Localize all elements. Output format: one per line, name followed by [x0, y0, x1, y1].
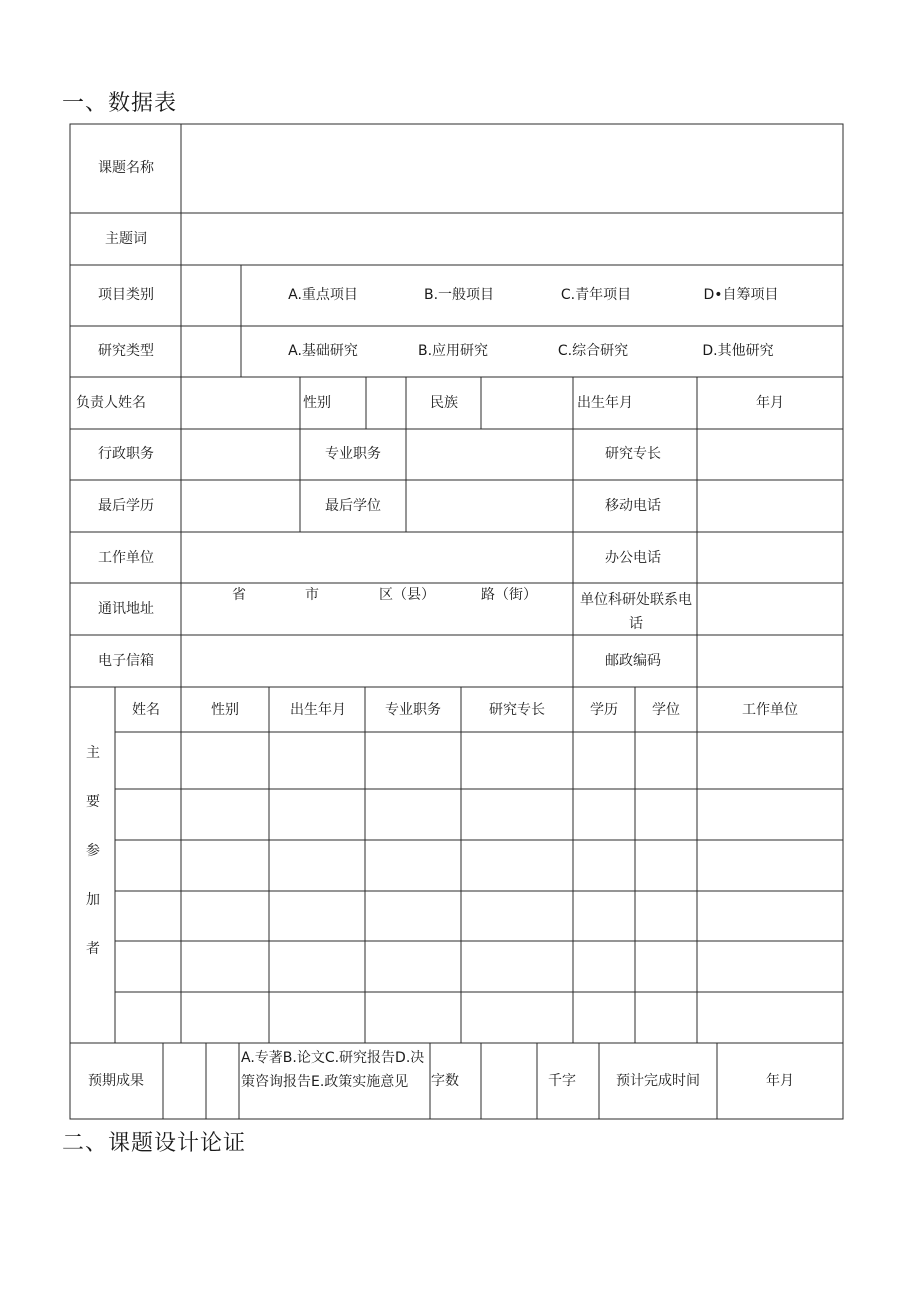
label-project-category: 项目类别 [98, 287, 154, 303]
label-expected-completion: 预计完成时间 [616, 1073, 700, 1089]
section-title-data-table: 一、数据表 [62, 91, 178, 116]
participants-side-label-5: 者 [86, 941, 100, 957]
research-office-phone-field[interactable] [700, 588, 840, 632]
option-self-funded-project[interactable]: D•自筹项目 [703, 287, 779, 303]
label-thousand-chars: 千字 [548, 1073, 576, 1089]
address-district[interactable]: 区（县） [379, 587, 435, 603]
option-basic-research[interactable]: A.基础研究 [288, 343, 358, 359]
column-header-specialty: 研究专长 [489, 702, 545, 718]
participants-side-label-4: 加 [86, 892, 100, 908]
label-research-office-phone: 单位科研处联系电话 [580, 592, 692, 632]
research-type-choice-field[interactable] [184, 330, 238, 374]
column-header-work-unit: 工作单位 [742, 702, 798, 718]
participant-row[interactable] [116, 790, 842, 840]
option-other-research[interactable]: D.其他研究 [702, 343, 774, 359]
column-header-professional-title: 专业职务 [385, 702, 441, 718]
research-specialty-field[interactable] [700, 433, 840, 477]
column-header-education: 学历 [590, 702, 618, 718]
participants-side-label-3: 参 [86, 843, 100, 859]
label-birth-date: 出生年月 [577, 395, 633, 411]
column-header-gender: 性别 [211, 702, 239, 718]
work-unit-field[interactable] [184, 536, 570, 580]
address-road[interactable]: 路（街） [481, 587, 537, 603]
word-count-field[interactable] [484, 1047, 534, 1115]
participant-row[interactable] [116, 841, 842, 891]
project-category-choice-field[interactable] [184, 270, 238, 322]
label-word-count: 字数 [431, 1073, 459, 1089]
participant-row[interactable] [116, 993, 842, 1043]
participants-side-label-1: 主 [86, 745, 100, 761]
keywords-field[interactable] [184, 217, 839, 261]
label-email: 电子信箱 [98, 653, 154, 669]
birth-date-unit[interactable]: 年月 [756, 395, 784, 411]
expected-completion-unit[interactable]: 年月 [766, 1073, 794, 1089]
label-ethnicity: 民族 [430, 395, 458, 411]
label-keywords: 主题词 [105, 231, 147, 247]
professional-title-field[interactable] [409, 433, 569, 477]
label-last-education: 最后学历 [98, 498, 154, 514]
label-postal-code: 邮政编码 [605, 653, 661, 669]
label-research-specialty: 研究专长 [605, 446, 661, 462]
option-comprehensive-research[interactable]: C.综合研究 [557, 343, 629, 359]
postal-code-field[interactable] [700, 639, 840, 683]
label-research-type: 研究类型 [98, 343, 154, 359]
label-office-phone: 办公电话 [605, 550, 661, 566]
label-topic-name: 课题名称 [98, 160, 154, 176]
label-mobile-phone: 移动电话 [605, 498, 661, 514]
last-education-field[interactable] [184, 484, 296, 528]
office-phone-field[interactable] [700, 536, 840, 580]
admin-title-field[interactable] [184, 433, 296, 477]
label-last-degree: 最后学位 [325, 498, 381, 514]
ethnicity-field[interactable] [484, 381, 570, 425]
outcome-choice-field[interactable] [166, 1047, 203, 1115]
option-general-project[interactable]: B.一般项目 [423, 287, 495, 303]
section-title-design-argument: 二、课题设计论证 [62, 1131, 247, 1156]
option-applied-research[interactable]: B.应用研究 [417, 343, 489, 359]
label-professional-title: 专业职务 [325, 446, 381, 462]
label-gender: 性别 [303, 395, 331, 411]
column-header-birth: 出生年月 [290, 702, 346, 718]
label-admin-title: 行政职务 [98, 446, 154, 462]
label-work-unit: 工作单位 [98, 550, 154, 566]
participants-side-label-2: 要 [86, 794, 100, 810]
participant-row[interactable] [116, 733, 842, 789]
participant-row[interactable] [116, 892, 842, 941]
leader-name-field[interactable] [184, 381, 296, 425]
participant-row[interactable] [116, 942, 842, 992]
option-youth-project[interactable]: C.青年项目 [560, 287, 632, 303]
mobile-phone-field[interactable] [700, 484, 840, 528]
topic-name-field[interactable] [184, 130, 839, 210]
option-key-project[interactable]: A.重点项目 [288, 287, 358, 303]
address-province[interactable]: 省 [232, 587, 246, 603]
label-address: 通讯地址 [98, 601, 154, 617]
address-city[interactable]: 市 [305, 587, 319, 603]
last-degree-field[interactable] [409, 484, 569, 528]
label-leader-name: 负责人姓名 [76, 395, 146, 411]
gender-field[interactable] [369, 381, 403, 425]
email-field[interactable] [184, 639, 570, 683]
outcome-options: A.专著B.论文C.研究报告D.决策咨询报告E.政策实施意见 [241, 1050, 425, 1090]
label-expected-outcome: 预期成果 [88, 1073, 144, 1089]
column-header-degree: 学位 [652, 702, 680, 718]
column-header-name: 姓名 [132, 702, 160, 718]
